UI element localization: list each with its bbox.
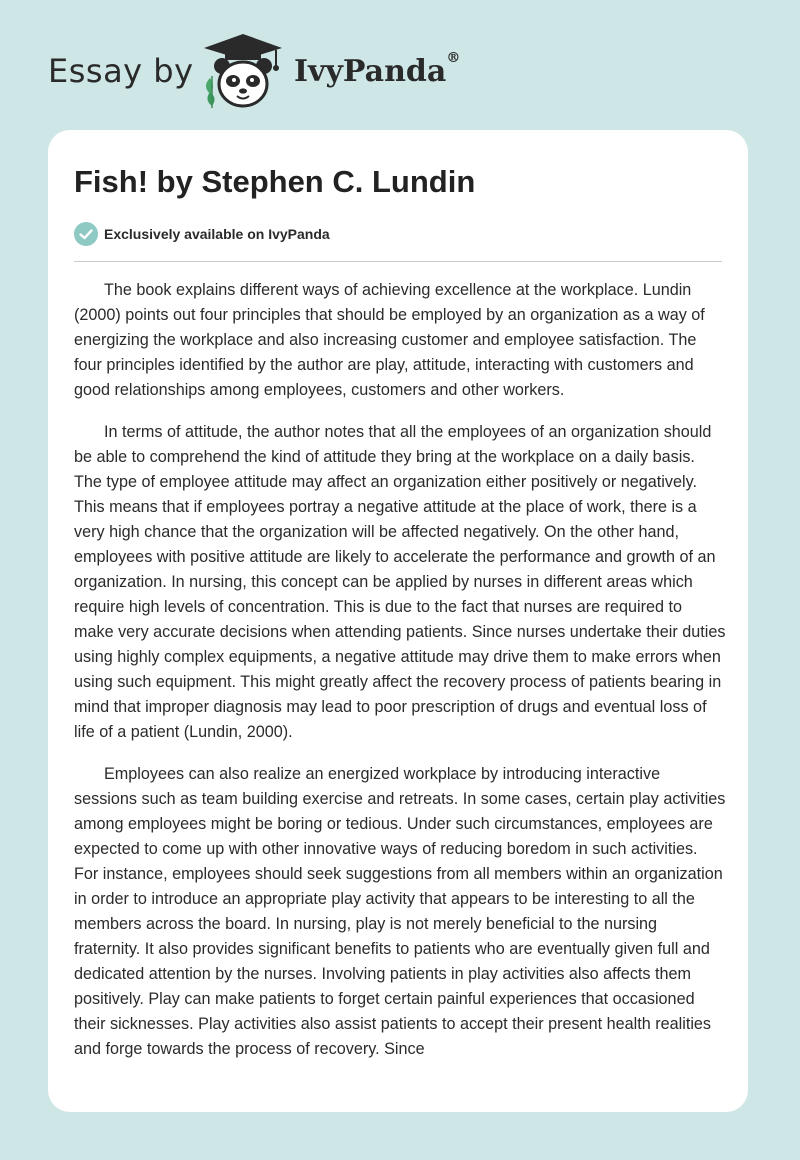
check-circle-icon — [74, 222, 98, 246]
essay-paragraph: In terms of attitude, the author notes that all the employees of an organization should be able to comprehend the kind of attitude they bring at the workplace on a daily basis. The type of employee attitude may affect an organization either positively or negatively. This means that if employees portray a negative attitude at the place of work, there is a very high chance that the organization will be affected negatively. On the other hand, employees with positive attitude are likely to accelerate the performance and growth of an organization. In nursing, this concept can be applied by nurses in different areas which require high levels of concentration. This is due to the fact that nurses are required to make very accurate decisions when attending patients. Since nurses undertake their duties using highly complex equipments, a negative attitude may drive them to make errors when using such equipment. This might greatly affect the recovery process of patients bearing in mind that improper diagnosis may lead to poor prescription of drugs and eventual loss of life of a patient (Lundin, 2000). — [74, 423, 726, 741]
exclusive-badge — [74, 222, 330, 246]
divider — [74, 261, 722, 262]
site-header — [48, 30, 748, 116]
essay-card — [48, 130, 748, 1112]
registered-mark: ® — [446, 50, 461, 66]
essay-paragraph: The book explains different ways of achieving excellence at the workplace. Lundin (2000) points out four principles that should be employed by an organization as a way of energizing the workplace and also increasing customer and employee satisfaction. The four principles identified by the author are play, attitude, interacting with customers and good relationships among employees, customers and other workers. — [74, 281, 705, 399]
panda-graduate-icon — [200, 30, 286, 110]
page-title: Fish! by Stephen C. Lundin — [74, 164, 476, 199]
exclusive-badge-text: Exclusively available on IvyPanda — [104, 226, 330, 242]
essay-by-label: Essay by — [48, 52, 194, 90]
brand-name — [294, 50, 461, 89]
brand-name-text: IvyPanda — [294, 54, 447, 89]
essay-body — [74, 278, 726, 1079]
essay-paragraph: Employees can also realize an energized workplace by introducing interactive sessions such as team building exercise and retreats. In some cases, certain play activities among employees might be boring or tedious. Under such circumstances, employees are expected to come up with other innovative ways of reducing boredom in such activities. For instance, employees should seek suggestions from all members within an organization in order to introduce an appropriate play activity that appears to be interesting to all the members across the board. In nursing, play is not merely beneficial to the nursing fraternity. It also provides significant benefits to patients who are eventually given full and dedicated attention by the nurses. Involving patients in play activities also affects them positively. Play can make patients to forget certain painful experiences that occasioned their sicknesses. Play activities also assist patients to accept their present health realities and forge towards the process of recovery. Since — [74, 765, 726, 1058]
